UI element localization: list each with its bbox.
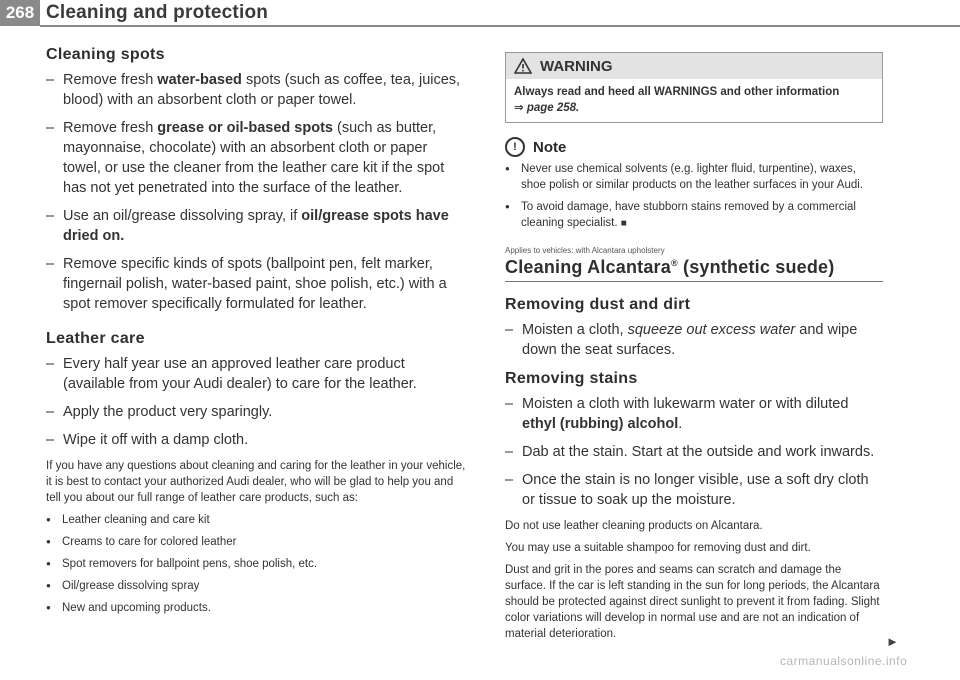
warning-page-link[interactable]: ⇒ page 258. xyxy=(514,102,580,114)
note-heading: ! Note xyxy=(505,137,883,157)
dust-list xyxy=(505,320,883,360)
products-list xyxy=(46,512,466,616)
list-item: ● Spot removers for ballpoint pens, shoe polish, etc. xyxy=(46,556,466,572)
list-item: ● To avoid damage, have stubborn stains removed by a commercial cleaning specialist. ■ xyxy=(505,199,883,232)
list-item: ● Creams to care for colored leather xyxy=(46,534,466,550)
list-item: – Remove specific kinds of spots (ballpoint pen, felt marker, fingernail polish, water-based paint, shoe polish, etc.) with a spot remover specifically formulated for leather. xyxy=(46,254,466,314)
warning-triangle-icon xyxy=(514,58,532,74)
warning-text: Always read and heed all WARNINGS and other information xyxy=(514,86,840,98)
left-column xyxy=(46,46,466,622)
notes-list xyxy=(505,161,883,232)
list-item: – Once the stain is no longer visible, use a soft dry cloth or tissue to soak up the moisture. xyxy=(505,470,883,510)
list-item: – Use an oil/grease dissolving spray, if oil/grease spots have dried on. xyxy=(46,206,466,246)
care-list xyxy=(46,354,466,450)
list-item: – Remove fresh water-based spots (such as coffee, tea, juices, blood) with an absorbent cloth or paper towel. xyxy=(46,70,466,110)
paragraph: Do not use leather cleaning products on Alcantara. xyxy=(505,520,763,532)
watermark: carmanualsonline.info xyxy=(780,654,908,668)
list-item: – Remove fresh grease or oil-based spots (such as butter, mayonnaise, chocolate) with an absorbent cloth or paper towel, or use the cleaner from the leather care kit if the spot has not yet penetrated into the surface of the leather. xyxy=(46,118,466,198)
end-marker: ■ xyxy=(620,218,627,229)
next-page-arrow-icon: ► xyxy=(886,634,899,649)
header-rule xyxy=(40,25,960,27)
list-item: ● New and upcoming products. xyxy=(46,600,466,616)
list-item: ● Oil/grease dissolving spray xyxy=(46,578,466,594)
care-note: If you have any questions about cleaning and caring for the leather in your vehicle, it is best to contact your authorized Audi dealer, who will be glad to help you and tell you about our full range of leather care products, such as: xyxy=(46,460,466,504)
list-item: – Moisten a cloth with lukewarm water or with diluted ethyl (rubbing) alcohol. xyxy=(505,394,883,434)
list-item: – Dab at the stain. Start at the outside and work inwards. xyxy=(505,442,883,462)
stains-heading: Removing stains xyxy=(505,370,638,387)
list-item: – Wipe it off with a damp cloth. xyxy=(46,430,466,450)
list-item: – Every half year use an approved leather care product (available from your Audi dealer) to care for the leather. xyxy=(46,354,466,394)
list-item: – Moisten a cloth, squeeze out excess water and wipe down the seat surfaces. xyxy=(505,320,883,360)
exclamation-circle-icon: ! xyxy=(505,137,525,157)
list-item: ● Leather cleaning and care kit xyxy=(46,512,466,528)
spots-list xyxy=(46,70,466,314)
paragraph: You may use a suitable shampoo for removing dust and dirt. xyxy=(505,542,811,554)
leather-care-heading: Leather care xyxy=(46,330,145,347)
warning-box xyxy=(505,52,883,123)
right-column xyxy=(505,52,883,648)
stains-list xyxy=(505,394,883,510)
dust-heading: Removing dust and dirt xyxy=(505,296,691,313)
paragraph: Dust and grit in the pores and seams can scratch and damage the surface. If the car is left standing in the sun for long periods, the Alcantara should be protected against direct sunlight to prevent it from fading. Slight color variations will develop in normal use and are not an indication of material deterioration. xyxy=(505,564,880,640)
list-item: – Apply the product very sparingly. xyxy=(46,402,466,422)
applies-to: Applies to vehicles: with Alcantara upholstery xyxy=(505,246,665,255)
warning-title: WARNING xyxy=(540,57,613,75)
chapter-title: Cleaning and protection xyxy=(46,2,269,23)
section-title: Cleaning Alcantara® (synthetic suede) xyxy=(505,257,883,282)
list-item: ● Never use chemical solvents (e.g. lighter fluid, turpentine), waxes, shoe polish or similar products on the leather surfaces in your Audi. xyxy=(505,161,883,193)
page-number: 268 xyxy=(0,0,40,26)
cleaning-spots-heading: Cleaning spots xyxy=(46,46,165,63)
